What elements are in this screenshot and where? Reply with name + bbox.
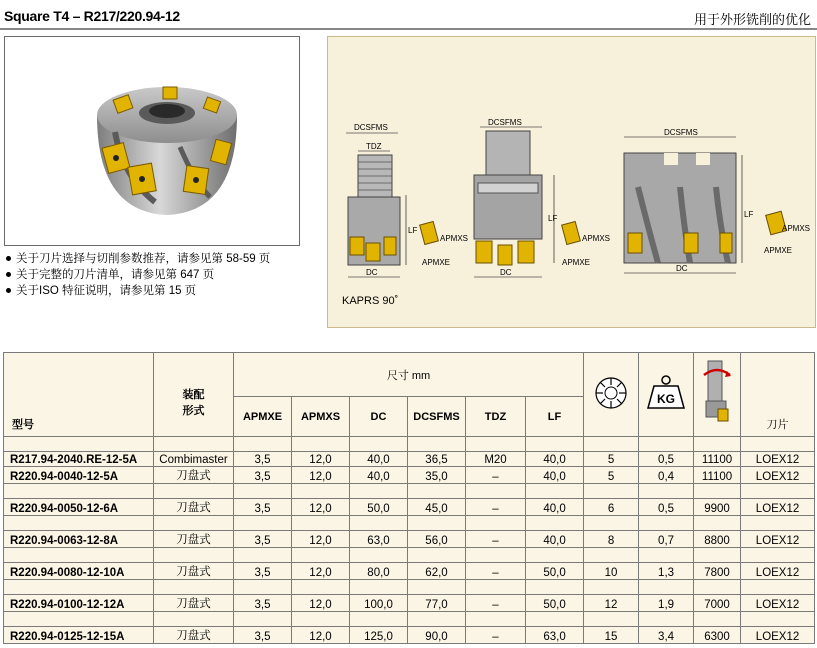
cell-apmxe: 3,5 (234, 531, 292, 548)
cell-dc: 100,0 (350, 595, 408, 612)
spacer-row (4, 437, 815, 452)
cell-tdz: M20 (466, 452, 526, 467)
cell-model: R220.94-0063-12-8A (4, 531, 154, 548)
cell-mount: Combimaster (154, 452, 234, 467)
diagram-tool-shank (346, 123, 468, 277)
cell-tdz: – (466, 499, 526, 516)
spacer-row (4, 580, 815, 595)
cell-kg: 3,4 (639, 627, 694, 644)
cell-apmxe: 3,5 (234, 467, 292, 484)
cell-kg: 0,5 (639, 452, 694, 467)
cell-z: 5 (584, 467, 639, 484)
cell-kg: 0,5 (639, 499, 694, 516)
cell-z: 6 (584, 499, 639, 516)
spindle-rpm-icon (700, 359, 734, 427)
table-row (4, 563, 815, 580)
label-tdz: TDZ (366, 142, 382, 151)
cell-lf: 40,0 (526, 452, 584, 467)
cell-insert: LOEX12 (741, 452, 815, 467)
cell-z: 5 (584, 452, 639, 467)
cell-dcsfms: 90,0 (408, 627, 466, 644)
cell-mount: 刀盘式 (154, 499, 234, 516)
cell-dc: 63,0 (350, 531, 408, 548)
cell-tdz: – (466, 531, 526, 548)
cell-z: 8 (584, 531, 639, 548)
cell-z: 15 (584, 627, 639, 644)
cell-dcsfms: 35,0 (408, 467, 466, 484)
label-dcsfms: DCSFMS (354, 123, 388, 132)
teeth-count-icon (593, 375, 629, 411)
svg-text:KG: KG (657, 392, 676, 406)
cell-rpm: 9900 (694, 499, 741, 516)
label-dc-2: DC (500, 268, 512, 277)
cell-tdz: – (466, 627, 526, 644)
label-apmxe-1: APMXE (422, 258, 451, 267)
cell-mount: 刀盘式 (154, 627, 234, 644)
cell-model: R220.94-0125-12-15A (4, 627, 154, 644)
label-apmxs-3: APMXS (782, 224, 811, 233)
cell-apmxs: 12,0 (292, 467, 350, 484)
diagram-tool-large (624, 128, 810, 273)
cell-lf: 40,0 (526, 531, 584, 548)
cell-apmxs: 12,0 (292, 563, 350, 580)
cell-apmxe: 3,5 (234, 627, 292, 644)
cell-apmxs: 12,0 (292, 627, 350, 644)
product-photo (4, 36, 300, 246)
cell-lf: 63,0 (526, 627, 584, 644)
cell-tdz: – (466, 595, 526, 612)
table-row (4, 595, 815, 612)
cell-model: R220.94-0080-12-10A (4, 563, 154, 580)
col-insert-header: 刀片 (741, 353, 815, 437)
spacer-row (4, 612, 815, 627)
spacer-row (4, 548, 815, 563)
col-rpm-header (694, 353, 741, 437)
cell-kg: 0,4 (639, 467, 694, 484)
cell-apmxe: 3,5 (234, 452, 292, 467)
label-lf-3: LF (744, 210, 754, 219)
table-row (4, 531, 815, 548)
cell-dc: 80,0 (350, 563, 408, 580)
cell-dc: 40,0 (350, 467, 408, 484)
col-weight-header (639, 353, 694, 437)
col-dcsfms-header: DCSFMS (408, 397, 466, 437)
cell-insert: LOEX12 (741, 595, 815, 612)
cell-dc: 50,0 (350, 499, 408, 516)
note-item: 关于刀片选择与切削参数推荐，请参见第 58-59 页 (6, 251, 270, 267)
kaprs-label: KAPRS 90˚ (342, 295, 399, 307)
cell-tdz: – (466, 467, 526, 484)
col-mount-header: 装配 形式 (154, 353, 234, 437)
cell-rpm: 7000 (694, 595, 741, 612)
cell-insert: LOEX12 (741, 563, 815, 580)
cell-dcsfms: 62,0 (408, 563, 466, 580)
cell-mount: 刀盘式 (154, 531, 234, 548)
cell-apmxs: 12,0 (292, 531, 350, 548)
cell-rpm: 6300 (694, 627, 741, 644)
page-header (0, 0, 817, 30)
cell-rpm: 8800 (694, 531, 741, 548)
header-rule (0, 28, 817, 30)
label-apmxe-3: APMXE (764, 246, 793, 255)
cell-dcsfms: 45,0 (408, 499, 466, 516)
cell-dcsfms: 56,0 (408, 531, 466, 548)
cell-mount: 刀盘式 (154, 595, 234, 612)
cell-apmxe: 3,5 (234, 499, 292, 516)
col-lf-header: LF (526, 397, 584, 437)
note-item: 关于完整的刀片清单，请参见第 647 页 (6, 267, 270, 283)
cell-tdz: – (466, 563, 526, 580)
cell-z: 10 (584, 563, 639, 580)
col-teeth-header (584, 353, 639, 437)
milling-cutter-image (5, 37, 299, 245)
bullet-icon (6, 288, 11, 293)
cell-apmxs: 12,0 (292, 452, 350, 467)
cell-apmxe: 3,5 (234, 563, 292, 580)
label-lf-1: LF (408, 226, 418, 235)
label-dcsfms-3: DCSFMS (664, 128, 698, 137)
spec-table (3, 352, 815, 644)
page-title: Square T4 – R217/220.94-12 (4, 8, 180, 24)
cell-dc: 125,0 (350, 627, 408, 644)
cell-model: R217.94-2040.RE-12-5A (4, 452, 154, 467)
cell-rpm: 11100 (694, 467, 741, 484)
cell-lf: 40,0 (526, 467, 584, 484)
table-row (4, 452, 815, 467)
label-dc-3: DC (676, 264, 688, 273)
cell-mount: 刀盘式 (154, 467, 234, 484)
spec-table-body (4, 437, 815, 644)
cell-rpm: 11100 (694, 452, 741, 467)
bullet-icon (6, 272, 11, 277)
cell-kg: 1,3 (639, 563, 694, 580)
cell-lf: 50,0 (526, 563, 584, 580)
cell-dc: 40,0 (350, 452, 408, 467)
cell-lf: 50,0 (526, 595, 584, 612)
label-apmxs-1: APMXS (440, 234, 469, 243)
note-item: 关于ISO 特征说明，请参见第 15 页 (6, 283, 270, 299)
weight-kg-icon (646, 374, 686, 412)
table-row (4, 499, 815, 516)
cell-insert: LOEX12 (741, 627, 815, 644)
col-tdz-header: TDZ (466, 397, 526, 437)
table-row (4, 627, 815, 644)
diagram-drawing (328, 37, 815, 327)
label-apmxe-2: APMXE (562, 258, 591, 267)
table-row (4, 467, 815, 484)
cell-apmxs: 12,0 (292, 595, 350, 612)
label-dc-1: DC (366, 268, 378, 277)
page-subtitle: 用于外形铣削的优化 (693, 13, 811, 28)
cell-model: R220.94-0050-12-6A (4, 499, 154, 516)
reference-notes (6, 251, 270, 299)
cell-insert: LOEX12 (741, 467, 815, 484)
cell-kg: 1,9 (639, 595, 694, 612)
label-apmxs-2: APMXS (582, 234, 611, 243)
cell-model: R220.94-0040-12-5A (4, 467, 154, 484)
spacer-row (4, 516, 815, 531)
spacer-row (4, 484, 815, 499)
cell-z: 12 (584, 595, 639, 612)
label-dcsfms-2: DCSFMS (488, 118, 522, 127)
col-dc-header: DC (350, 397, 408, 437)
bullet-icon (6, 256, 11, 261)
cell-apmxe: 3,5 (234, 595, 292, 612)
cell-lf: 40,0 (526, 499, 584, 516)
dims-group-header: 尺寸 mm (234, 353, 584, 397)
cell-model: R220.94-0100-12-12A (4, 595, 154, 612)
cell-kg: 0,7 (639, 531, 694, 548)
cell-rpm: 7800 (694, 563, 741, 580)
cell-dcsfms: 77,0 (408, 595, 466, 612)
cell-insert: LOEX12 (741, 499, 815, 516)
cell-mount: 刀盘式 (154, 563, 234, 580)
cell-apmxs: 12,0 (292, 499, 350, 516)
col-model-header: 型号 (4, 353, 154, 437)
col-apmxe-header: APMXE (234, 397, 292, 437)
cell-dcsfms: 36,5 (408, 452, 466, 467)
dimension-diagram (327, 36, 816, 328)
diagram-tool-arbor (474, 118, 610, 277)
cell-insert: LOEX12 (741, 531, 815, 548)
label-lf-2: LF (548, 214, 558, 223)
col-apmxs-header: APMXS (292, 397, 350, 437)
